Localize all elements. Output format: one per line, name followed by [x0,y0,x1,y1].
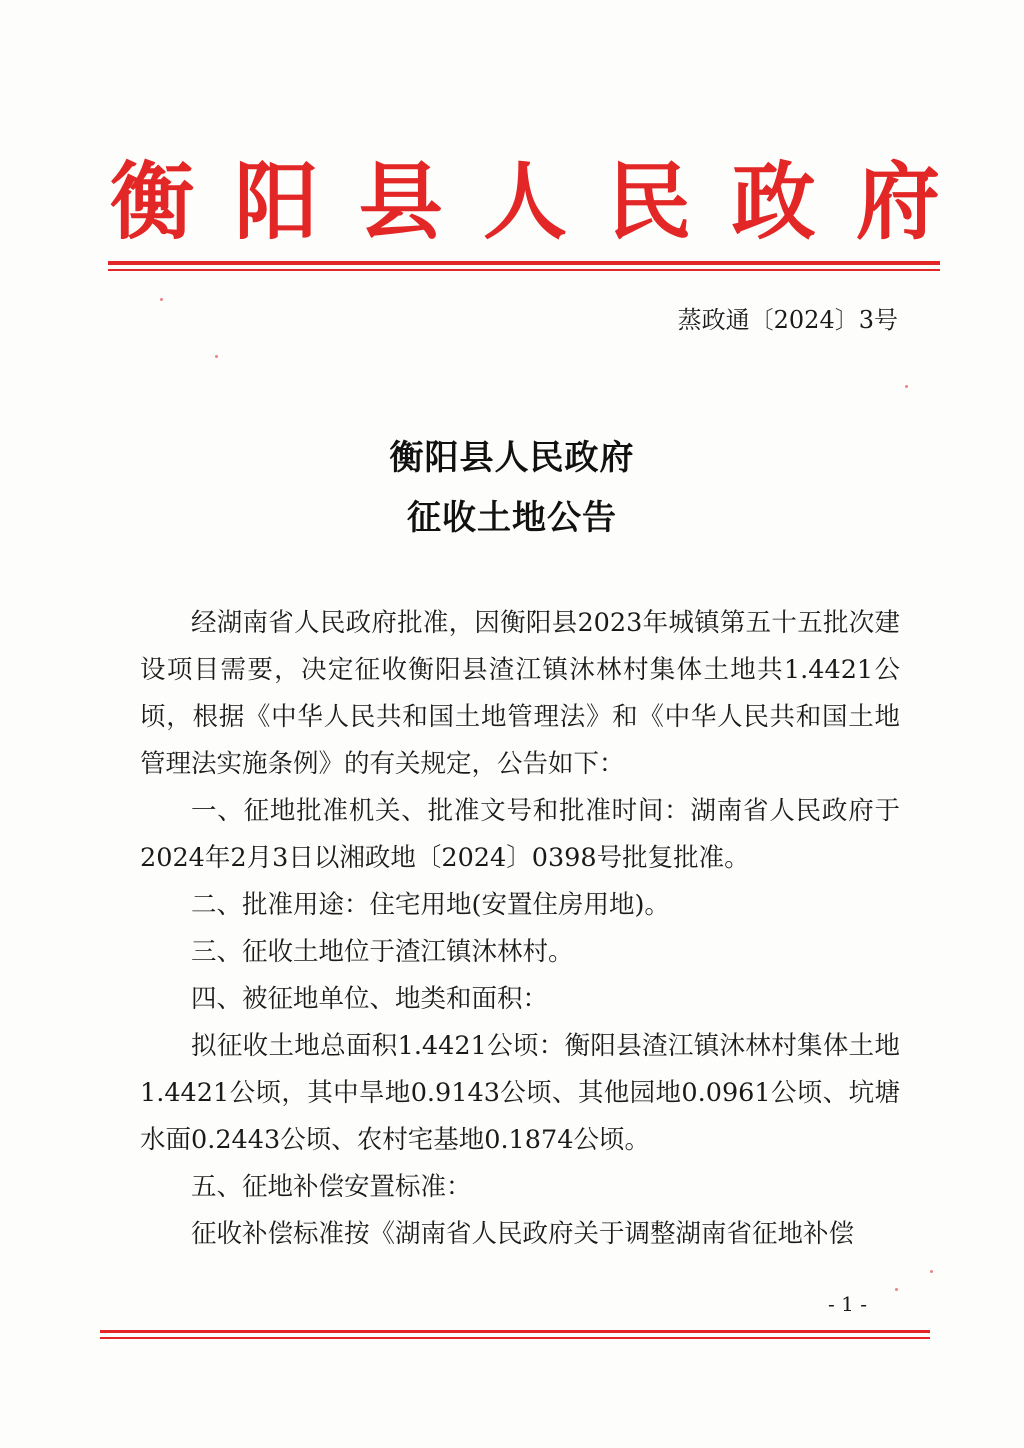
body-paragraph: 三、征收土地位于渣江镇沐林村。 [191,937,574,967]
body-paragraph: 经湖南省人民政府批准，因衡阳县2023年城镇第五十五批次建设项目需要，决定征收衡阳县渣江镇沐林村集体土地共1.4421公顷，根据《中华人民共和国土地管理法》和《中华人民共和国土地管理法实施条例》的有关规定，公告如下： [140,608,900,779]
masthead-divider-thick [108,261,940,265]
footer-divider-thin [100,1337,930,1339]
page-number: - 1 - [828,1292,867,1316]
scan-speck [930,1270,933,1273]
masthead-char: 民 [607,151,692,251]
scan-speck [160,298,163,301]
body-paragraph: 一、征地批准机关、批准文号和批准时间：湖南省人民政府于2024年2月3日以湘政地〔2024〕0398号批复批准。 [140,796,900,873]
document-title-subject: 征收土地公告 [407,498,617,538]
body-paragraph: 拟征收土地总面积1.4421公顷：衡阳县渣江镇沐林村集体土地1.4421公顷，其中旱地0.9143公顷、其他园地0.0961公顷、坑塘水面0.2443公顷、农村宅基地0.1874公顷。 [140,1031,900,1155]
scan-speck [215,355,218,358]
body-paragraph: 五、征地补偿安置标准： [191,1172,472,1202]
document-body [140,600,900,1258]
body-paragraph: 二、批准用途：住宅用地(安置住房用地)。 [191,890,670,920]
masthead-divider-thin [108,269,940,271]
scan-speck [905,385,908,388]
masthead-char: 阳 [234,151,319,251]
document-title-issuer: 衡阳县人民政府 [389,438,635,478]
body-paragraph: 四、被征地单位、地类和面积： [191,984,549,1014]
masthead-char: 人 [482,151,567,251]
masthead-char: 县 [358,151,443,251]
masthead-char: 衡 [110,151,195,251]
footer-divider-thick [100,1330,930,1333]
masthead-char: 府 [855,151,940,251]
masthead-char: 政 [731,151,816,251]
document-number: 蒸政通〔2024〕3号 [677,306,898,334]
red-masthead [110,140,940,250]
scan-speck [895,1288,898,1291]
body-paragraph: 征收补偿标准按《湖南省人民政府关于调整湖南省征地补偿 [191,1219,855,1249]
